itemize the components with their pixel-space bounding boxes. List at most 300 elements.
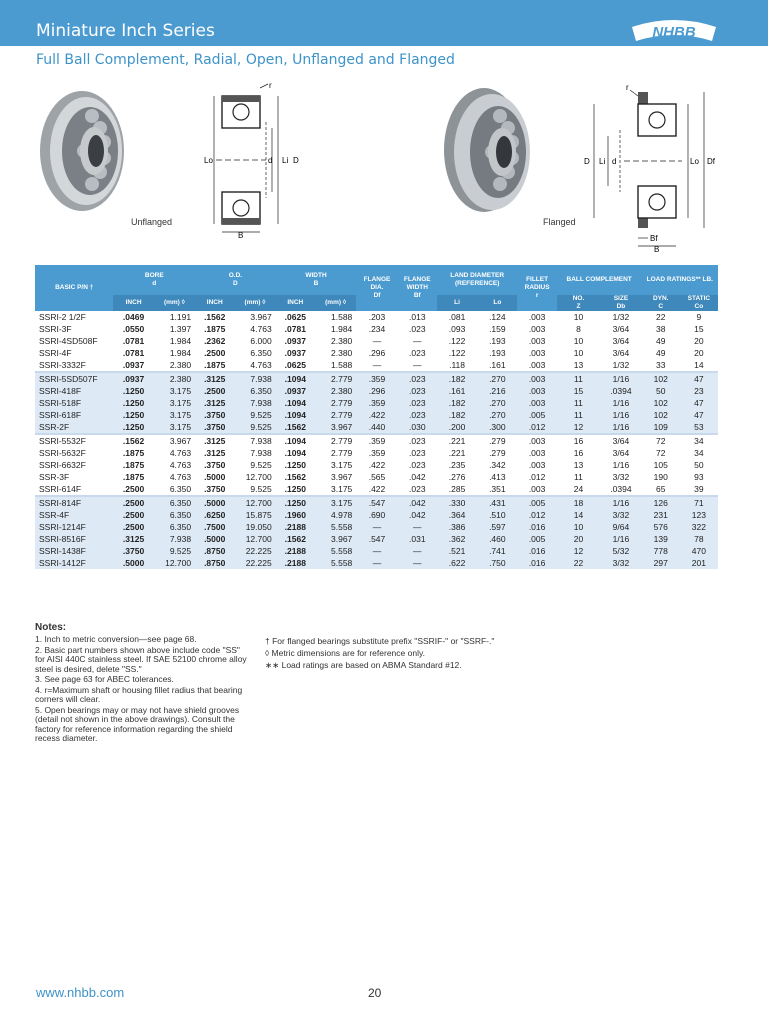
table-cell: 24 <box>573 484 584 494</box>
table-cell: 47 <box>680 372 718 385</box>
dim-d: d <box>268 156 273 165</box>
table-row <box>35 409 718 421</box>
table-row <box>35 545 718 557</box>
table-cell: .422 <box>356 409 397 421</box>
table-cell: .023 <box>398 409 437 421</box>
table-cell: .1094 <box>284 448 306 458</box>
table-cell: 78 <box>680 533 718 545</box>
table-cell: .3750 <box>195 409 234 421</box>
table-row <box>35 483 718 496</box>
table-cell: .023 <box>398 434 437 447</box>
table-cell: 3.967 <box>315 533 356 545</box>
table-cell: 4.978 <box>315 509 356 521</box>
table-row <box>35 335 718 347</box>
table-cell: .023 <box>398 372 437 385</box>
table-cell: .3750 <box>204 484 226 494</box>
table-cell: .118 <box>449 360 465 370</box>
table-cell: 12.700 <box>245 472 272 482</box>
table-cell: .0937 <box>276 385 315 397</box>
table-cell: — <box>356 557 397 569</box>
table-cell: .093 <box>448 324 466 334</box>
table-cell: .521 <box>437 545 477 557</box>
table-cell: 34 <box>694 448 704 458</box>
sub-od-inch: INCH <box>195 295 234 311</box>
table-cell: .300 <box>477 421 517 434</box>
table-cell: .193 <box>489 336 506 346</box>
dim-df: Df <box>707 157 715 166</box>
table-cell: .1094 <box>276 409 315 421</box>
table-cell: .359 <box>368 448 386 458</box>
table-cell: 1/32 <box>612 312 630 322</box>
table-cell: .2500 <box>204 348 226 358</box>
dim-D: D <box>293 156 299 165</box>
nhbb-logo <box>628 15 720 45</box>
table-cell: .013 <box>409 312 426 322</box>
part-number-cell: SSRI-1412F <box>35 557 113 569</box>
header-bar <box>0 0 768 46</box>
table-cell: 20 <box>557 533 601 545</box>
table-cell: .342 <box>489 460 506 470</box>
table-cell: — <box>398 521 437 533</box>
col-load-ratings: LOAD RATINGS** LB. <box>642 265 718 295</box>
note-5: 5. Open bearings may or may not have shield grooves (detail not shown in the above drawings). Consult the factory for reference information regarding the shield recess diameter. <box>35 704 240 743</box>
table-cell: 12.700 <box>154 557 195 569</box>
table-cell: .221 <box>448 448 466 458</box>
unflanged-label: Unflanged <box>131 217 173 227</box>
table-row <box>35 447 718 459</box>
dim-lo: Lo <box>204 156 213 165</box>
table-cell: 3.175 <box>315 496 356 509</box>
flanged-bearing-photo <box>440 82 540 222</box>
table-cell: 1/16 <box>600 397 641 409</box>
table-cell: 297 <box>642 557 680 569</box>
table-cell: 72 <box>642 434 680 447</box>
table-cell: 5.558 <box>315 545 356 557</box>
table-cell: .622 <box>437 557 477 569</box>
table-cell: 23 <box>680 385 718 397</box>
table-cell: 16 <box>557 434 601 447</box>
table-row <box>35 521 718 533</box>
dim-li-flanged: Li <box>599 157 606 166</box>
table-cell: .1250 <box>113 409 153 421</box>
table-cell: 33 <box>655 360 666 370</box>
table-cell: 4.763 <box>250 324 272 334</box>
table-cell: 12 <box>557 421 601 434</box>
table-cell: 20 <box>694 348 704 358</box>
table-cell: 6.350 <box>154 521 195 533</box>
table-cell: .547 <box>356 533 397 545</box>
table-cell: 7.938 <box>154 533 195 545</box>
table-cell: .0937 <box>122 360 145 370</box>
table-cell: .182 <box>437 397 477 409</box>
col-width: WIDTH B <box>276 265 357 295</box>
table-cell: 3.175 <box>331 460 353 470</box>
table-cell: 1.397 <box>169 324 192 334</box>
table-cell: .1250 <box>284 484 306 494</box>
table-row <box>35 311 718 323</box>
table-cell: .2500 <box>113 521 153 533</box>
table-cell: 6.000 <box>250 336 272 346</box>
table-cell: 1.984 <box>331 324 353 334</box>
table-cell: .2188 <box>276 545 315 557</box>
table-cell: .0394 <box>610 484 632 494</box>
part-number-cell: SSRI-4F <box>39 348 72 358</box>
part-number-cell: SSRI-2 1/2F <box>39 312 86 322</box>
table-cell: 102 <box>642 409 680 421</box>
table-row <box>35 509 718 521</box>
table-cell: 10 <box>557 521 601 533</box>
table-cell: 1/16 <box>612 460 630 470</box>
table-cell: 49 <box>655 348 666 358</box>
table-row <box>35 385 718 397</box>
table-cell: .1875 <box>122 460 145 470</box>
note-4: 4. r=Maximum shaft or housing fillet radius that bearing corners will clear. <box>35 684 243 704</box>
table-cell: — <box>413 360 422 370</box>
table-cell: 10 <box>573 336 584 346</box>
table-cell: .221 <box>437 434 477 447</box>
sub-no: NO. Z <box>557 295 601 311</box>
table-cell: 3/64 <box>612 336 630 346</box>
table-cell: 71 <box>680 496 718 509</box>
table-cell: .270 <box>477 372 517 385</box>
table-cell: .1562 <box>113 434 153 447</box>
table-cell: .216 <box>477 385 517 397</box>
table-cell: 65 <box>655 484 666 494</box>
flanged-label: Flanged <box>543 217 576 227</box>
table-cell: 126 <box>642 496 680 509</box>
table-cell: 4.763 <box>169 460 192 470</box>
col-flange-dia: FLANGE DIA. Df <box>356 265 397 311</box>
dim-r: r <box>269 82 272 90</box>
table-cell: 6.350 <box>154 509 195 521</box>
table-cell: .003 <box>528 324 546 334</box>
table-cell: .8750 <box>195 545 234 557</box>
table-cell: 11 <box>557 397 601 409</box>
part-number-cell: SSRI-5532F <box>35 434 113 447</box>
part-number-cell: SSRI-814F <box>35 496 113 509</box>
table-cell: 50 <box>694 460 704 470</box>
table-cell: 12.700 <box>234 533 275 545</box>
table-cell: 9 <box>696 312 702 322</box>
table-cell: 6.350 <box>250 348 272 358</box>
table-cell: 13 <box>573 360 584 370</box>
table-cell: 1.588 <box>331 360 353 370</box>
table-cell: .030 <box>398 421 437 434</box>
table-cell: .182 <box>437 372 477 385</box>
table-cell: .3125 <box>195 397 234 409</box>
table-cell: .1094 <box>276 397 315 409</box>
table-cell: 1/32 <box>612 360 630 370</box>
table-row <box>35 397 718 409</box>
notes-section <box>35 622 250 745</box>
table-row <box>35 421 718 434</box>
table-cell: 778 <box>642 545 680 557</box>
table-cell: .565 <box>368 472 386 482</box>
table-cell: .3125 <box>113 533 153 545</box>
notes-title: Notes: <box>35 622 67 633</box>
table-cell: .1960 <box>276 509 315 521</box>
table-cell: 5.558 <box>315 557 356 569</box>
table-cell: 1.984 <box>169 336 192 346</box>
table-cell: 22 <box>655 312 666 322</box>
col-fillet: FILLET RADIUS r <box>517 265 556 311</box>
table-cell: 3.175 <box>154 421 195 434</box>
table-cell: 14 <box>557 509 601 521</box>
table-cell: 2.779 <box>331 448 353 458</box>
table-cell: 1/16 <box>600 372 641 385</box>
table-cell: 9.525 <box>234 409 275 421</box>
footnotes <box>265 636 515 670</box>
table-cell: .003 <box>528 336 546 346</box>
part-number-cell: SSR-3F <box>39 472 70 482</box>
table-cell: 2.380 <box>315 385 356 397</box>
table-cell: .750 <box>477 557 517 569</box>
table-cell: .003 <box>517 397 556 409</box>
page-subtitle: Full Ball Complement, Radial, Open, Unflanged and Flanged <box>36 52 455 68</box>
table-cell: .003 <box>528 348 546 358</box>
table-cell: .1562 <box>204 312 226 322</box>
part-number-cell: SSRI-518F <box>35 397 113 409</box>
table-cell: 1.984 <box>169 348 192 358</box>
table-cell: .122 <box>448 336 466 346</box>
table-cell: 72 <box>655 448 666 458</box>
table-cell: — <box>372 336 382 346</box>
table-cell: .351 <box>489 484 506 494</box>
table-cell: 12.700 <box>234 496 275 509</box>
table-cell: 15 <box>694 324 704 334</box>
table-cell: .8750 <box>195 557 234 569</box>
table-cell: .7500 <box>195 521 234 533</box>
table-cell: .270 <box>477 397 517 409</box>
table-cell: .023 <box>409 324 426 334</box>
table-cell: .0781 <box>122 336 145 346</box>
flanged-bearing-diagram <box>584 82 724 252</box>
unflanged-bearing-diagram <box>196 82 316 238</box>
table-cell: .3750 <box>113 545 153 557</box>
table-cell: 1.588 <box>331 312 353 322</box>
table-cell: .1250 <box>284 460 306 470</box>
table-cell: .362 <box>437 533 477 545</box>
table-cell: .200 <box>437 421 477 434</box>
table-cell: .0625 <box>284 312 306 322</box>
table-cell: .012 <box>517 509 556 521</box>
table-cell: 6.350 <box>169 484 192 494</box>
table-cell: .0469 <box>122 312 145 322</box>
table-cell: 322 <box>680 521 718 533</box>
table-cell: 201 <box>680 557 718 569</box>
table-cell: .2500 <box>122 484 145 494</box>
table-cell: .023 <box>409 484 426 494</box>
table-cell: 9/64 <box>600 521 641 533</box>
table-cell: 102 <box>642 372 680 385</box>
table-body <box>35 311 718 569</box>
table-cell: — <box>398 557 437 569</box>
table-cell: .159 <box>489 324 506 334</box>
part-number-cell: SSRI-618F <box>35 409 113 421</box>
table-cell: 2.779 <box>315 409 356 421</box>
table-cell: .3125 <box>195 372 234 385</box>
table-cell: .042 <box>398 496 437 509</box>
table-cell: .235 <box>448 460 466 470</box>
table-cell: .1562 <box>276 421 315 434</box>
table-cell: — <box>398 545 437 557</box>
table-cell: .0394 <box>600 385 641 397</box>
table-cell: 9.525 <box>154 545 195 557</box>
table-cell: 105 <box>653 460 668 470</box>
website-link[interactable]: www.nhbb.com <box>36 985 125 1000</box>
table-cell: .003 <box>517 372 556 385</box>
table-cell: 34 <box>680 434 718 447</box>
table-cell: .016 <box>517 545 556 557</box>
table-cell: .1562 <box>284 472 306 482</box>
table-cell: .330 <box>437 496 477 509</box>
sub-size: SIZE Db <box>600 295 641 311</box>
table-cell: 190 <box>653 472 668 482</box>
table-cell: 5/32 <box>600 545 641 557</box>
table-cell: .1094 <box>276 434 315 447</box>
table-cell: 3.967 <box>154 434 195 447</box>
table-cell: .234 <box>368 324 386 334</box>
table-cell: 2.380 <box>169 360 192 370</box>
table-cell: 9.525 <box>250 460 272 470</box>
part-number-cell: SSRI-614F <box>39 484 82 494</box>
table-cell: .081 <box>448 312 466 322</box>
table-cell: 102 <box>642 397 680 409</box>
table-cell: 576 <box>642 521 680 533</box>
table-cell: 7.938 <box>234 397 275 409</box>
table-cell: 1.191 <box>169 312 192 322</box>
dim-r-flanged: r <box>626 83 629 92</box>
logo-text: NHBB <box>652 24 696 41</box>
dim-li: Li <box>282 156 289 165</box>
sub-li: Li <box>437 295 477 311</box>
table-cell: 3.175 <box>154 397 195 409</box>
table-cell: .1875 <box>204 360 226 370</box>
table-cell: 4.763 <box>250 360 272 370</box>
table-cell: .1250 <box>276 496 315 509</box>
table-cell: .003 <box>528 484 546 494</box>
table-cell: 9.525 <box>250 484 272 494</box>
table-cell: 14 <box>694 360 704 370</box>
col-flange-width: FLANGE WIDTH Bf <box>398 265 437 311</box>
table-cell: 231 <box>642 509 680 521</box>
table-cell: 38 <box>655 324 666 334</box>
part-number-cell: SSRI-8516F <box>35 533 113 545</box>
table-row <box>35 557 718 569</box>
table-cell: .276 <box>448 472 466 482</box>
sub-lo: Lo <box>477 295 517 311</box>
table-cell: 3/64 <box>600 434 641 447</box>
table-cell: .6250 <box>195 509 234 521</box>
table-cell: .012 <box>517 421 556 434</box>
table-cell: 10 <box>573 312 584 322</box>
table-cell: 2.779 <box>315 397 356 409</box>
table-cell: .042 <box>398 509 437 521</box>
sub-bore-mm: (mm) ◊ <box>154 295 195 311</box>
table-cell: .2500 <box>113 509 153 521</box>
table-cell: .5000 <box>204 472 226 482</box>
table-cell: 18 <box>557 496 601 509</box>
table-cell: 93 <box>694 472 704 482</box>
table-cell: .124 <box>489 312 506 322</box>
table-cell: .364 <box>437 509 477 521</box>
table-cell: 7.938 <box>234 434 275 447</box>
table-cell: 15 <box>557 385 601 397</box>
part-number-cell: SSRI-3F <box>39 324 72 334</box>
table-cell: 1/16 <box>600 421 641 434</box>
table-cell: .0937 <box>113 372 153 385</box>
table-cell: .3750 <box>204 460 226 470</box>
table-cell: 3.967 <box>250 312 272 322</box>
part-number-cell: SSRI-4SD508F <box>39 336 98 346</box>
table-cell: 5.558 <box>315 521 356 533</box>
table-cell: .413 <box>489 472 506 482</box>
table-cell: .0937 <box>284 336 306 346</box>
table-row <box>35 323 718 335</box>
sub-static: STATIC Co <box>680 295 718 311</box>
table-cell: .012 <box>528 472 546 482</box>
table-cell: .386 <box>437 521 477 533</box>
table-cell: 49 <box>655 336 666 346</box>
table-cell: .2500 <box>113 496 153 509</box>
table-cell: 2.779 <box>315 372 356 385</box>
part-number-cell: SSRI-1214F <box>35 521 113 533</box>
table-cell: .005 <box>517 496 556 509</box>
table-row <box>35 533 718 545</box>
table-cell: 8 <box>576 324 581 334</box>
table-cell: .1094 <box>276 372 315 385</box>
table-cell: .031 <box>398 533 437 545</box>
col-od: O.D. D <box>195 265 276 295</box>
table-cell: 6.350 <box>234 385 275 397</box>
note-1: 1. Inch to metric conversion—see page 68. <box>35 634 197 644</box>
part-number-cell: SSR-2F <box>35 421 113 434</box>
sub-bore-inch: INCH <box>113 295 153 311</box>
dim-B-flanged: B <box>654 245 660 252</box>
sub-od-mm: (mm) ◊ <box>234 295 275 311</box>
table-cell: 1/16 <box>600 496 641 509</box>
table-cell: .042 <box>409 472 426 482</box>
table-row <box>35 372 718 385</box>
col-bore: BORE d <box>113 265 195 295</box>
table-cell: 10 <box>573 348 584 358</box>
series-title: Miniature Inch Series <box>36 21 215 41</box>
table-cell: .016 <box>517 521 556 533</box>
col-ball-complement: BALL COMPLEMENT <box>557 265 642 295</box>
table-cell: 4.763 <box>169 448 192 458</box>
col-land-diameter: LAND DIAMETER (REFERENCE) <box>437 265 518 295</box>
table-cell: 15.875 <box>234 509 275 521</box>
table-cell: 139 <box>642 533 680 545</box>
dim-d-flanged: d <box>612 157 617 166</box>
table-cell: 22.225 <box>234 545 275 557</box>
table-cell: .5000 <box>113 557 153 569</box>
table-cell: .161 <box>489 360 506 370</box>
table-cell: 11 <box>557 372 601 385</box>
table-cell: 9.525 <box>234 421 275 434</box>
table-row <box>35 459 718 471</box>
table-cell: .0625 <box>284 360 306 370</box>
table-cell: .1875 <box>122 448 145 458</box>
table-cell: 13 <box>573 460 584 470</box>
part-number-cell: SSRI-5632F <box>39 448 86 458</box>
table-cell: .1875 <box>204 324 226 334</box>
table-cell: 2.380 <box>331 336 353 346</box>
table-cell: .023 <box>409 448 426 458</box>
table-row <box>35 347 718 359</box>
table-cell: .547 <box>356 496 397 509</box>
table-cell: .279 <box>477 434 517 447</box>
